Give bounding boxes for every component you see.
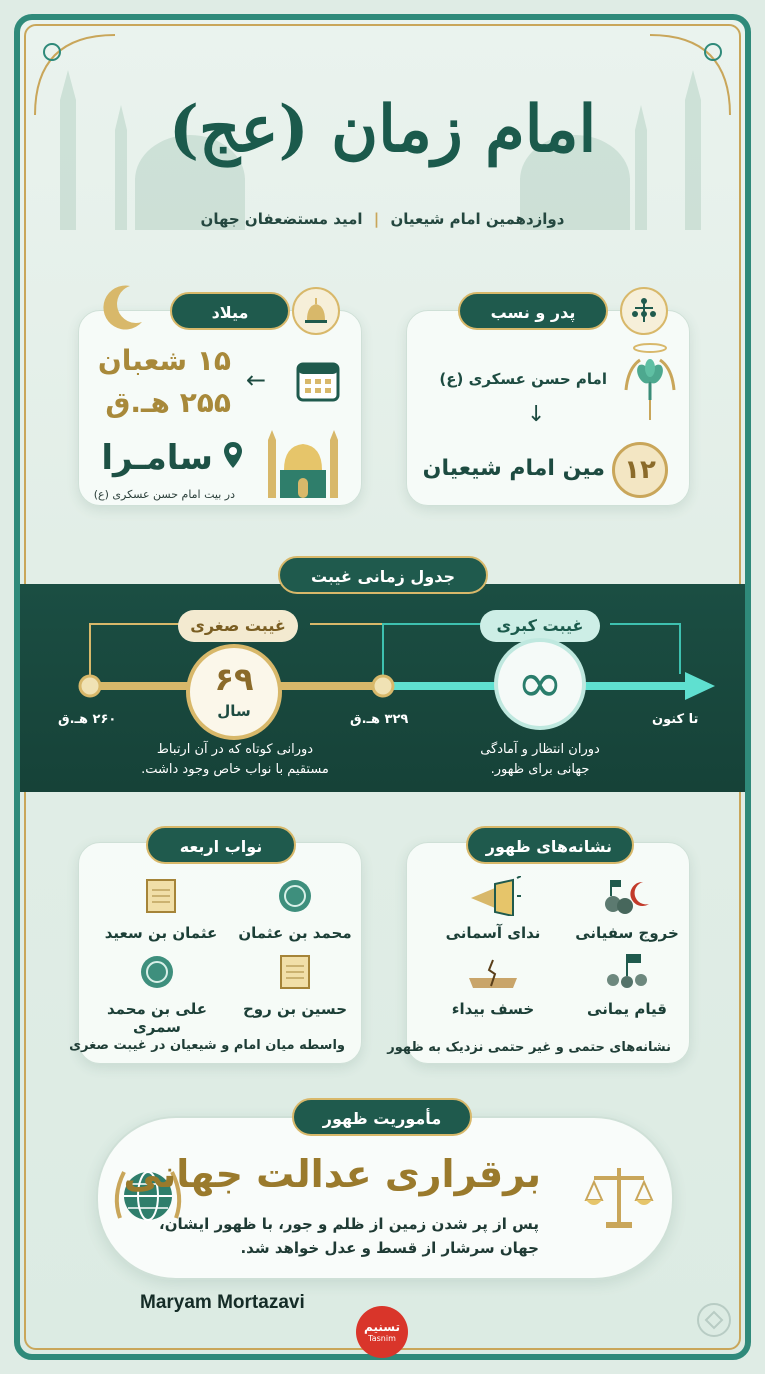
imam-number-badge xyxy=(612,442,668,498)
down-arrow-icon: ↓ xyxy=(527,402,546,427)
minor-occultation-label: غیبت صغری xyxy=(178,610,298,642)
birth-day: ۱۵ شعبان xyxy=(97,344,231,377)
sign-item-heavenly-call xyxy=(428,876,558,942)
sign-item-sufyani xyxy=(562,876,692,942)
mission-desc xyxy=(159,1212,539,1260)
timeline-heading: جدول زمانی غیبت xyxy=(278,556,488,594)
father-name: امام حسن عسکری (ع) xyxy=(439,370,607,388)
deputy-item-2 xyxy=(96,876,226,942)
major-desc-line-1: دوران انتظار و آمادگی xyxy=(480,742,600,757)
major-desc-line-2: جهانی برای ظهور. xyxy=(490,762,590,777)
timeline-start-date: ۲۶۰ هـ.ق xyxy=(58,712,117,727)
birth-year: ۲۵۵ هـ.ق xyxy=(105,386,231,419)
sign-label: خسف بیداء xyxy=(451,1000,535,1018)
deputies-heading: نواب اربعه xyxy=(146,826,296,864)
scroll-icon xyxy=(273,952,317,992)
subtitle-separator: | xyxy=(373,210,380,228)
scroll-icon xyxy=(139,876,183,916)
family-tree-icon xyxy=(620,287,668,335)
minor-duration-badge xyxy=(186,644,282,740)
minor-occultation-desc xyxy=(120,740,350,780)
page-subtitle xyxy=(0,210,765,228)
sign-label: ندای آسمانی xyxy=(445,924,541,942)
birth-city: سامـرا xyxy=(101,438,213,478)
timeline-end-label: تا کنون xyxy=(652,712,699,727)
laurel-tree-icon xyxy=(618,340,682,420)
sign-item-yamani xyxy=(562,952,692,1018)
lineage-heading: پدر و نسب xyxy=(458,292,608,330)
sign-item-khasf-bayda xyxy=(428,952,558,1018)
deputy-name: محمد بن عثمان xyxy=(238,924,352,942)
mosque-illustration xyxy=(262,430,344,498)
crescent-moon-icon xyxy=(100,282,146,334)
major-occultation-desc xyxy=(460,740,620,780)
seal-icon xyxy=(135,952,179,992)
mosque-dome-icon xyxy=(292,287,340,335)
birth-place-note: در بیت امام حسن عسکری (ع) xyxy=(93,488,235,501)
subtitle-part-a: دوازدهمین امام شیعیان xyxy=(390,210,565,228)
deputy-name: علی بن محمد سمری xyxy=(107,1000,207,1036)
deputies-note: واسطه میان امام و شیعیان در غیبت صغری xyxy=(69,1038,345,1053)
raised-flag-icon xyxy=(599,952,655,992)
deputy-item-4 xyxy=(82,952,232,1036)
mission-desc-line-1: پس از پر شدن زمین از ظلم و جور، با ظهور ایشان، xyxy=(159,1215,539,1233)
minor-desc-line-2: مستقیم با نواب خاص وجود داشت. xyxy=(141,762,329,777)
crescent-flag-icon xyxy=(599,876,655,916)
page-title: امام زمان (عج) xyxy=(168,92,597,167)
deputy-item-3 xyxy=(230,952,360,1018)
signs-note: نشانه‌های حتمی و غیر حتمی نزدیک به ظهور xyxy=(387,1040,671,1055)
major-duration-badge xyxy=(494,638,586,730)
trumpet-icon xyxy=(465,876,521,916)
watermark-icon xyxy=(694,1300,734,1340)
mission-title: برقراری عدالت جهانی xyxy=(123,1152,541,1196)
location-pin-icon xyxy=(222,440,244,470)
seal-icon xyxy=(273,876,317,916)
mission-heading: مأموریت ظهور xyxy=(292,1098,472,1136)
minor-desc-line-1: دورانی کوتاه که در آن ارتباط xyxy=(156,742,314,757)
tasnim-logo xyxy=(356,1306,408,1358)
author-credit: Maryam Mortazavi xyxy=(140,1292,305,1313)
imam-number: ۱۲ xyxy=(624,455,656,485)
sign-label: خروج سفیانی xyxy=(575,924,679,942)
minor-duration-years: ۶۹ xyxy=(214,660,254,698)
scales-of-justice-icon xyxy=(584,1162,654,1232)
minor-duration-unit: سال xyxy=(217,702,251,720)
deputy-name: عثمان بن سعید xyxy=(104,924,218,942)
deputy-name: حسین بن روح xyxy=(242,1000,348,1018)
cracked-ground-icon xyxy=(465,952,521,992)
left-arrow-icon: ← xyxy=(246,366,267,394)
logo-text: تسنیم xyxy=(364,1320,400,1334)
subtitle-part-b: امید مستضعفان جهان xyxy=(200,210,363,228)
calendar-icon xyxy=(294,356,342,404)
sign-label: قیام یمانی xyxy=(587,1000,667,1018)
timeline-middle-date: ۳۲۹ هـ.ق xyxy=(350,712,409,727)
major-occultation-label: غیبت کبری xyxy=(480,610,600,642)
birth-heading: میلاد xyxy=(170,292,290,330)
deputy-item-1 xyxy=(230,876,360,942)
signs-heading: نشانه‌های ظهور xyxy=(466,826,634,864)
imam-rank: مین امام شیعیان xyxy=(422,456,605,481)
logo-subtext: Tasnim xyxy=(368,1334,396,1343)
mission-desc-line-2: جهان سرشار از قسط و عدل خواهد شد. xyxy=(240,1239,539,1257)
infinity-icon: ∞ xyxy=(516,651,564,716)
